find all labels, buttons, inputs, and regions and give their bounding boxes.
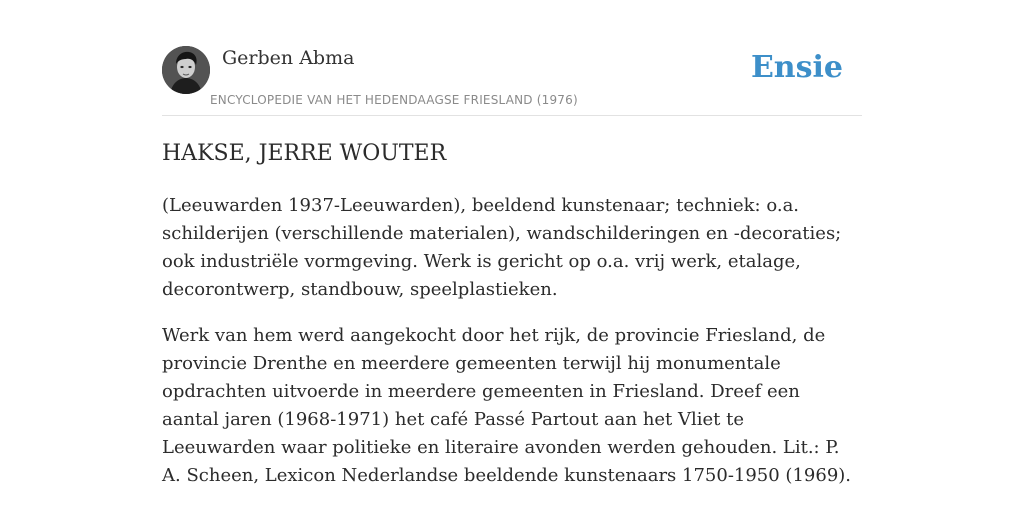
avatar-portrait-icon xyxy=(162,46,210,94)
author-avatar[interactable] xyxy=(162,46,210,94)
source-label[interactable]: ENCYCLOPEDIE VAN HET HEDENDAAGSE FRIESLAND (1976) xyxy=(210,93,578,107)
author-name[interactable]: Gerben Abma xyxy=(222,47,355,69)
article-paragraph: Werk van hem werd aangekocht door het rijk, de provincie Friesland, de provincie Drenthe en meerdere gemeenten terwijl hij monumentale opdrachten uitvoerde in meerdere gemeenten in Friesland. Dreef een aantal jaren (1968-1971) het café Passé Partout aan het Vliet te Leeuwarden waar politieke en literaire avonden werden gehouden. Lit.: P. A. Scheen, Lexicon Nederlandse beeldende kunstenaars 1750-1950 (1969). xyxy=(162,325,852,486)
page-header xyxy=(162,46,862,116)
article-paragraph: (Leeuwarden 1937-Leeuwarden), beeldend kunstenaar; techniek: o.a. schilderijen (verschillende materialen), wandschilderingen en -decoraties; ook industriële vormgeving. Werk is gericht op o.a. vrij werk, etalage, decorontwerp, standbouw, speelplastieken. xyxy=(162,195,842,300)
article-body xyxy=(162,192,862,508)
article-title: HAKSE, JERRE WOUTER xyxy=(162,141,447,166)
ensie-logo[interactable]: Ensie xyxy=(750,50,843,85)
